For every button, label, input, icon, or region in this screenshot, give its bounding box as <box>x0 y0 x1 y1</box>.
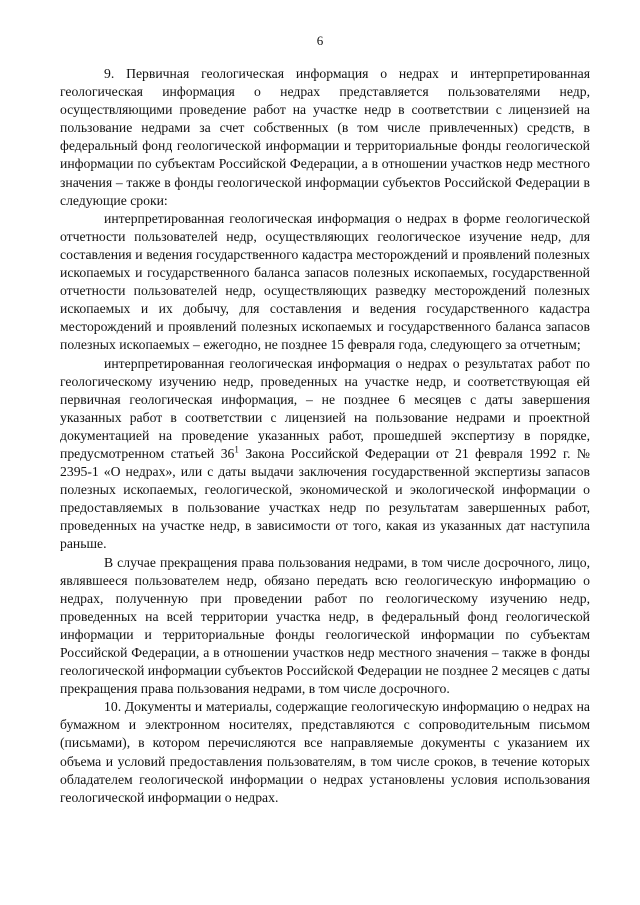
paragraph-termination: В случае прекращения права пользования недрами, в том числе досрочного, лицо, являвшееся пользователем недр, обязано передать всю геологическую информацию о недрах, полученную при проведении работ по геологическому изучению недр, проведенных на всей территории участка недр, в федеральный фонд геологической информации и территориальные фонды геологической информации по субъектам Российской Федерации, а в отношении участков недр местного значения – также в фонды геологической информации субъектов Российской Федерации не позднее 2 месяцев с даты прекращения права пользования недрами, в том числе досрочного. <box>60 554 590 697</box>
item2-text-start: интерпретированная геологическая информация о недрах о результатах работ по геологическому изучению недр, проведенных на участке недр, и соответствующая ей первичная геологическая информация, – не позднее 6 месяцев с даты завершения указанных работ в соответствии с лицензией на пользование недрами и проектной документацией на проведение указанных работ, прошедшей экспертизу в порядке, предусмотренном статьей 36 <box>60 355 590 461</box>
paragraph-item-work-results <box>60 355 590 554</box>
paragraph-item-annual-reporting: интерпретированная геологическая информация о недрах в форме геологической отчетности пользователей недр, осуществляющих геологическое изучение недр, для составления и ведения государственного кадастра месторождений и проявлений полезных ископаемых и государственного баланса запасов полезных ископаемых, государственной отчетности пользователей недр, осуществляющих разведку месторождений полезных ископаемых и их добычу, для составления и ведения государственного кадастра месторождений и проявлений полезных ископаемых и государственного баланса запасов полезных ископаемых – ежегодно, не позднее 15 февраля года, следующего за отчетным; <box>60 210 590 353</box>
paragraph-9: 9. Первичная геологическая информация о недрах и интерпретированная геологическая информация о недрах представляется пользователями недр, осуществляющими проведение работ на участке недр в соответствии с лицензией на пользование недрами за счет собственных (в том числе привлеченных) средств, в федеральный фонд геологической информации и территориальные фонды геологической информации по субъектам Российской Федерации, а в отношении участков недр местного значения – также в фонды геологической информации субъектов Российской Федерации в следующие сроки: <box>60 66 590 208</box>
paragraph-10: 10. Документы и материалы, содержащие геологическую информацию о недрах на бумажном и электронном носителях, представляются с сопроводительным письмом (письмами), в котором перечисляются все направляемые документы с указанием их объема и условий предоставления пользователям, в том числе сроков, в течение которых обладателем геологической информации о недрах установлены условия использования геологической информации о недрах. <box>60 699 590 805</box>
page-number: 6 <box>316 33 324 48</box>
article-superscript: 1 <box>234 444 239 455</box>
document-body <box>60 65 590 807</box>
item2-text-end: Закона Российской Федерации от 21 февраля 1992 г. № 2395-1 «О недрах», или с даты выдачи заключения государственной экспертизы запасов полезных ископаемых, геологической, экономической и экологической информации о предоставляемых в пользование участках недр по результатам завершенных работ, проведенных на участке недр, в зависимости от того, какая из указанных дат наступила раньше. <box>60 445 590 552</box>
